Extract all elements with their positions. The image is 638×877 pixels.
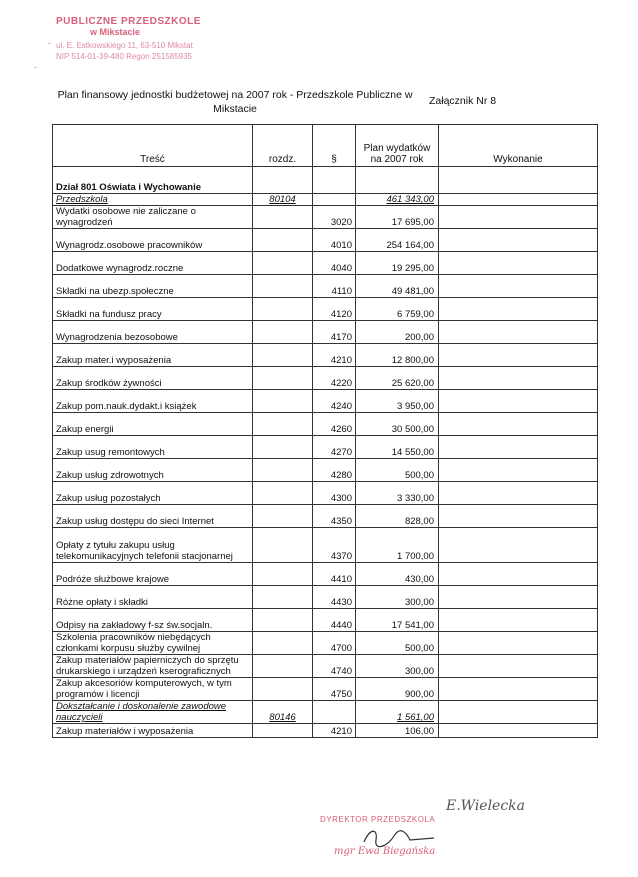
row-rozdz [253,655,313,678]
row-plan-amount: 300,00 [356,586,439,609]
row-rozdz [253,390,313,413]
table-row [53,678,598,701]
row-rozdz [253,229,313,252]
row-rozdz [253,609,313,632]
row-paragraph [313,194,356,206]
row-rozdz [253,436,313,459]
row-paragraph: 4430 [313,586,356,609]
table-row [53,563,598,586]
row-rozdz [253,505,313,528]
table-row [53,252,598,275]
row-description: Zakup usług zdrowotnych [53,459,253,482]
column-header-rozdz: rozdz. [253,125,313,167]
annex-label: Załącznik Nr 8 [429,95,497,107]
table-row [53,229,598,252]
table-row [53,655,598,678]
row-description: Różne opłaty i składki [53,586,253,609]
empty-cell [253,167,313,194]
row-rozdz [253,275,313,298]
row-description: Zakup pom.nauk.dydakt.i książek [53,390,253,413]
row-paragraph: 4170 [313,321,356,344]
row-wykonanie [439,655,598,678]
row-description: Zakup usług pozostałych [53,482,253,505]
row-description: Zakup energii [53,413,253,436]
row-paragraph: 4210 [313,724,356,738]
row-plan-amount: 1 561,00 [356,701,439,724]
column-header-wykonanie: Wykonanie [439,125,598,167]
row-description: Dokształcanie i doskonalenie zawodowe nauczycieli [53,701,253,724]
row-wykonanie [439,678,598,701]
row-paragraph: 4240 [313,390,356,413]
row-paragraph: 4700 [313,632,356,655]
row-description: Zakup akcesoriów komputerowych, w tym programów i licencji [53,678,253,701]
handwritten-initials: E.Wielecka [446,798,526,814]
table-row [53,505,598,528]
table-row [53,701,598,724]
row-description: Przedszkola [53,194,253,206]
row-wykonanie [439,701,598,724]
row-wykonanie [439,298,598,321]
row-rozdz: 80146 [253,701,313,724]
table-row [53,586,598,609]
table-row [53,482,598,505]
row-plan-amount: 461 343,00 [356,194,439,206]
row-wykonanie [439,724,598,738]
row-plan-amount: 300,00 [356,655,439,678]
table-row [53,609,598,632]
table-row [53,194,598,206]
row-plan-amount: 900,00 [356,678,439,701]
row-description: Zakup usug remontowych [53,436,253,459]
table-row [53,321,598,344]
director-stamp: DYREKTOR PRZEDSZKOLA [320,815,436,824]
row-wykonanie [439,586,598,609]
row-plan-amount: 49 481,00 [356,275,439,298]
stamp-line-2: w Mikstacie [90,27,141,37]
row-description: Zakup środków żywności [53,367,253,390]
table-row [53,367,598,390]
row-paragraph: 4750 [313,678,356,701]
row-rozdz [253,724,313,738]
row-plan-amount: 500,00 [356,459,439,482]
row-plan-amount: 6 759,00 [356,298,439,321]
row-plan-amount: 254 164,00 [356,229,439,252]
row-plan-amount: 200,00 [356,321,439,344]
row-description: Dodatkowe wynagrodz.roczne [53,252,253,275]
row-wykonanie [439,528,598,563]
row-rozdz [253,459,313,482]
row-description: Zakup mater.i wyposażenia [53,344,253,367]
row-paragraph: 4440 [313,609,356,632]
row-plan-amount: 19 295,00 [356,252,439,275]
row-wykonanie [439,367,598,390]
row-description: Odpisy na zakładowy f-sz św.socjaln. [53,609,253,632]
row-paragraph: 4350 [313,505,356,528]
row-paragraph: 4300 [313,482,356,505]
row-paragraph: 4210 [313,344,356,367]
row-paragraph: 4410 [313,563,356,586]
row-wykonanie [439,632,598,655]
row-rozdz [253,298,313,321]
stamp-line-1: PUBLICZNE PRZEDSZKOLE [56,16,201,27]
table-row [53,724,598,738]
row-wykonanie [439,609,598,632]
row-wykonanie [439,459,598,482]
row-paragraph: 4120 [313,298,356,321]
row-paragraph: 4280 [313,459,356,482]
row-rozdz [253,252,313,275]
row-wykonanie [439,194,598,206]
director-name: mgr Ewa Biegańska [334,846,436,857]
row-wykonanie [439,436,598,459]
margin-mark: - [48,38,51,48]
table-row [53,275,598,298]
row-rozdz [253,563,313,586]
row-plan-amount: 25 620,00 [356,367,439,390]
row-rozdz [253,367,313,390]
stamp-line-3: ul. E. Estkowskiego 11, 63-510 Mikstat [56,41,193,50]
row-paragraph: 4110 [313,275,356,298]
table-row [53,298,598,321]
row-rozdz: 80104 [253,194,313,206]
row-paragraph: 4270 [313,436,356,459]
table-row [53,632,598,655]
row-rozdz [253,678,313,701]
row-paragraph: 4220 [313,367,356,390]
row-rozdz [253,206,313,229]
row-rozdz [253,586,313,609]
row-description: Podróże służbowe krajowe [53,563,253,586]
row-wykonanie [439,229,598,252]
row-paragraph: 4010 [313,229,356,252]
column-header-tresc: Treść [53,125,253,167]
row-plan-amount: 14 550,00 [356,436,439,459]
row-plan-amount: 1 700,00 [356,528,439,563]
institution-stamp [56,16,201,61]
table-row [53,459,598,482]
row-rozdz [253,482,313,505]
row-description: Wynagrodz.osobowe pracowników [53,229,253,252]
row-rozdz [253,321,313,344]
row-wykonanie [439,563,598,586]
table-header-row [53,125,598,167]
row-plan-amount: 30 500,00 [356,413,439,436]
row-rozdz [253,632,313,655]
row-description: Szkolenia pracowników niebędących członkami korpusu służby cywilnej [53,632,253,655]
document-title: Plan finansowy jednostki budżetowej na 2007 rok - Przedszkole Publiczne w Mikstacie [57,89,413,115]
row-wykonanie [439,505,598,528]
row-plan-amount: 430,00 [356,563,439,586]
row-paragraph: 3020 [313,206,356,229]
table-row [53,344,598,367]
stamp-line-4: NIP 514-01-39-480 Regon 251585935 [56,52,192,61]
row-description: Opłaty z tytułu zakupu usług telekomunikacyjnych telefonii stacjonarnej [53,528,253,563]
row-description: Wynagrodzenia bezosobowe [53,321,253,344]
row-wykonanie [439,344,598,367]
empty-cell [356,167,439,194]
column-header-plan: Plan wydatków na 2007 rok [356,125,439,167]
row-wykonanie [439,321,598,344]
row-plan-amount: 3 330,00 [356,482,439,505]
row-wykonanie [439,390,598,413]
row-wykonanie [439,206,598,229]
row-description: Zakup materiałów i wyposażenia [53,724,253,738]
row-description: Składki na ubezp.społeczne [53,275,253,298]
table-row [53,436,598,459]
row-paragraph [313,701,356,724]
row-wykonanie [439,252,598,275]
row-description: Wydatki osobowe nie zaliczane o wynagrodzeń [53,206,253,229]
row-rozdz [253,344,313,367]
row-paragraph: 4740 [313,655,356,678]
row-wykonanie [439,275,598,298]
section-title: Dział 801 Oświata i Wychowanie [53,167,253,194]
row-paragraph: 4040 [313,252,356,275]
row-paragraph: 4260 [313,413,356,436]
row-rozdz [253,528,313,563]
row-plan-amount: 17 695,00 [356,206,439,229]
table-row [53,390,598,413]
row-paragraph: 4370 [313,528,356,563]
row-description: Zakup materiałów papierniczych do sprzętu drukarskiego i urządzeń kserograficznych [53,655,253,678]
row-description: Składki na fundusz pracy [53,298,253,321]
row-plan-amount: 828,00 [356,505,439,528]
row-plan-amount: 17 541,00 [356,609,439,632]
margin-mark: - [34,62,37,72]
section-row [53,167,598,194]
row-plan-amount: 500,00 [356,632,439,655]
table-row [53,413,598,436]
column-header-paragraph: § [313,125,356,167]
row-wykonanie [439,413,598,436]
row-plan-amount: 12 800,00 [356,344,439,367]
table-row [53,206,598,229]
table-row [53,528,598,563]
row-plan-amount: 106,00 [356,724,439,738]
empty-cell [439,167,598,194]
row-description: Zakup usług dostępu do sieci Internet [53,505,253,528]
row-plan-amount: 3 950,00 [356,390,439,413]
row-wykonanie [439,482,598,505]
financial-plan-table [52,124,598,738]
empty-cell [313,167,356,194]
row-rozdz [253,413,313,436]
